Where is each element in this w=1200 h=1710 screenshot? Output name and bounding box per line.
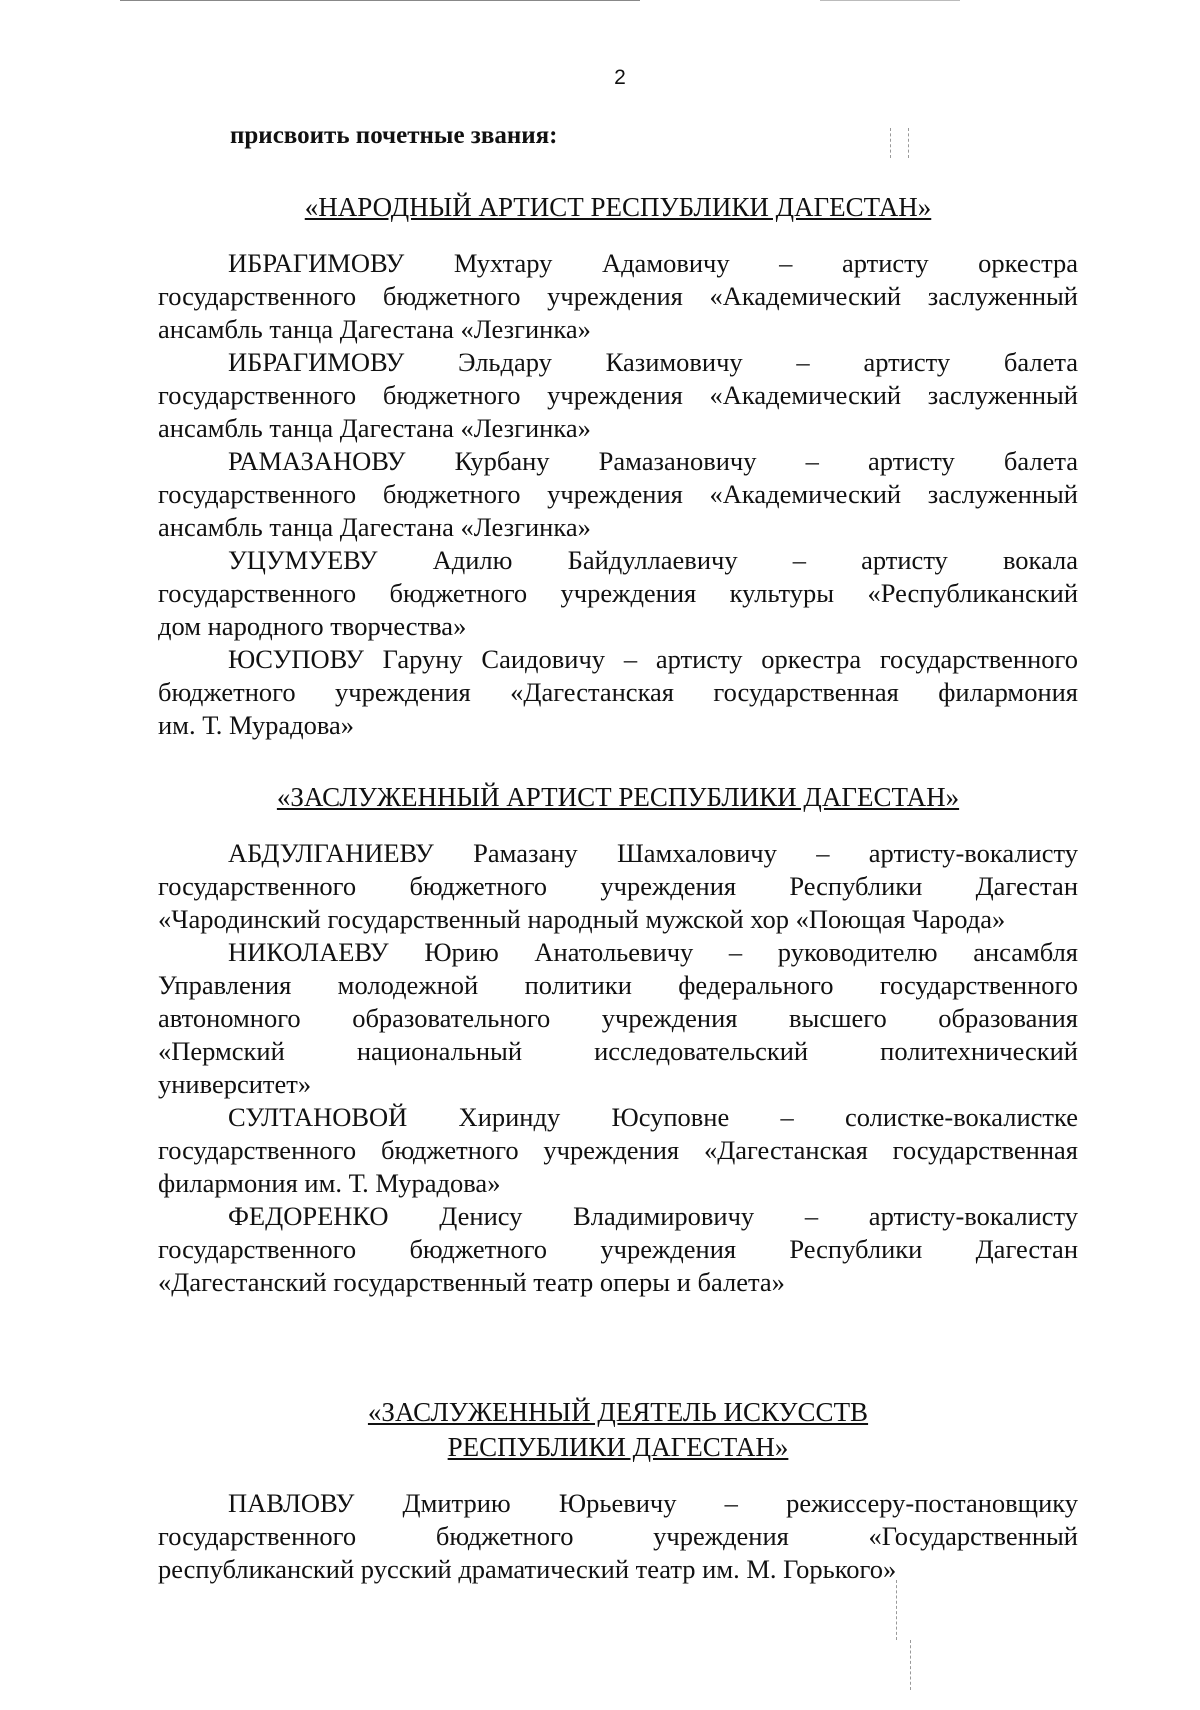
award-entry (158, 936, 1078, 1101)
scan-fold-mark (890, 128, 891, 158)
entry-line: государственного бюджетного учреждения «Академический заслуженный (158, 479, 1078, 509)
entry-line: бюджетного учреждения «Дагестанская государственная филармония (158, 677, 1078, 707)
award-entry (158, 445, 1078, 544)
entry-line: государственного бюджетного учреждения Республики Дагестан (158, 871, 1078, 901)
section-title-line: «НАРОДНЫЙ АРТИСТ РЕСПУБЛИКИ ДАГЕСТАН» (304, 192, 932, 222)
entry-line: РАМАЗАНОВУ Курбану Рамазановичу – артисту балета (228, 446, 1078, 476)
scan-fold-mark (910, 1640, 911, 1690)
award-entry (158, 346, 1078, 445)
entry-line: ПАВЛОВУ Дмитрию Юрьевичу – режиссеру-постановщику (228, 1488, 1078, 1518)
entry-line: СУЛТАНОВОЙ Хиринду Юсуповне – солистке-вокалистке (228, 1102, 1078, 1132)
award-entry (158, 1200, 1078, 1299)
award-entry (158, 643, 1078, 742)
entry-line: ИБРАГИМОВУ Эльдару Казимовичу – артисту балета (228, 347, 1078, 377)
entry-line: УЦУМУЕВУ Адилю Байдуллаевичу – артисту вокала (228, 545, 1078, 575)
entry-line: филармония им. Т. Мурадова» (158, 1168, 501, 1198)
entry-line: ансамбль танца Дагестана «Лезгинка» (158, 314, 591, 344)
section-title (158, 190, 1078, 225)
top-edge-line (120, 0, 640, 1)
award-entry (158, 1101, 1078, 1200)
entry-line: ансамбль танца Дагестана «Лезгинка» (158, 413, 591, 443)
entry-line: «Дагестанский государственный театр оперы и балета» (158, 1267, 785, 1297)
entry-line: республиканский русский драматический театр им. М. Горького» (158, 1554, 897, 1584)
entry-line: государственного бюджетного учреждения Республики Дагестан (158, 1234, 1078, 1264)
section-narodny-artist (158, 190, 1078, 742)
entry-line: государственного бюджетного учреждения «Академический заслуженный (158, 281, 1078, 311)
section-title-line: РЕСПУБЛИКИ ДАГЕСТАН» (447, 1432, 789, 1462)
entry-line: автономного образовательного учреждения высшего образования (158, 1003, 1078, 1033)
page-number: 2 (614, 66, 626, 89)
section-zasluzhenny-deyatel (158, 1395, 1078, 1586)
entry-line: «Пермский национальный исследовательский политехнический (158, 1036, 1078, 1066)
entry-line: Управления молодежной политики федерального государственного (158, 970, 1078, 1000)
section-title-line: «ЗАСЛУЖЕННЫЙ ДЕЯТЕЛЬ ИСКУССТВ (367, 1397, 869, 1427)
entry-line: ЮСУПОВУ Гаруну Саидовичу – артисту оркестра государственного (228, 644, 1078, 674)
entry-line: ФЕДОРЕНКО Денису Владимировичу – артисту-вокалисту (228, 1201, 1078, 1231)
entry-line: им. Т. Мурадова» (158, 710, 355, 740)
entry-line: ансамбль танца Дагестана «Лезгинка» (158, 512, 591, 542)
entry-line: университет» (158, 1069, 312, 1099)
award-entry (158, 837, 1078, 936)
entry-line: «Чародинский государственный народный мужской хор «Поющая Чарода» (158, 904, 1006, 934)
entry-line: АБДУЛГАНИЕВУ Рамазану Шамхаловичу – артисту-вокалисту (228, 838, 1078, 868)
entry-line: НИКОЛАЕВУ Юрию Анатольевичу – руководителю ансамбля (228, 937, 1078, 967)
section-zasluzhenny-artist (158, 780, 1078, 1299)
section-title-line: «ЗАСЛУЖЕННЫЙ АРТИСТ РЕСПУБЛИКИ ДАГЕСТАН» (276, 782, 960, 812)
entry-line: государственного бюджетного учреждения «Государственный (158, 1521, 1078, 1551)
entry-line: ИБРАГИМОВУ Мухтару Адамовичу – артисту оркестра (228, 248, 1078, 278)
entry-line: государственного бюджетного учреждения «Академический заслуженный (158, 380, 1078, 410)
award-entry (158, 1487, 1078, 1586)
entry-line: государственного бюджетного учреждения культуры «Республиканский (158, 578, 1078, 608)
entry-line: дом народного творчества» (158, 611, 467, 641)
award-entry (158, 247, 1078, 346)
scan-fold-mark (908, 128, 909, 158)
section-title (158, 1395, 1078, 1465)
top-edge-line-right (820, 0, 960, 1)
award-entry (158, 544, 1078, 643)
entry-line: государственного бюджетного учреждения «Дагестанская государственная (158, 1135, 1078, 1165)
section-title (158, 780, 1078, 815)
scan-fold-mark (896, 1580, 897, 1640)
decree-heading: присвоить почетные звания: (230, 122, 558, 149)
